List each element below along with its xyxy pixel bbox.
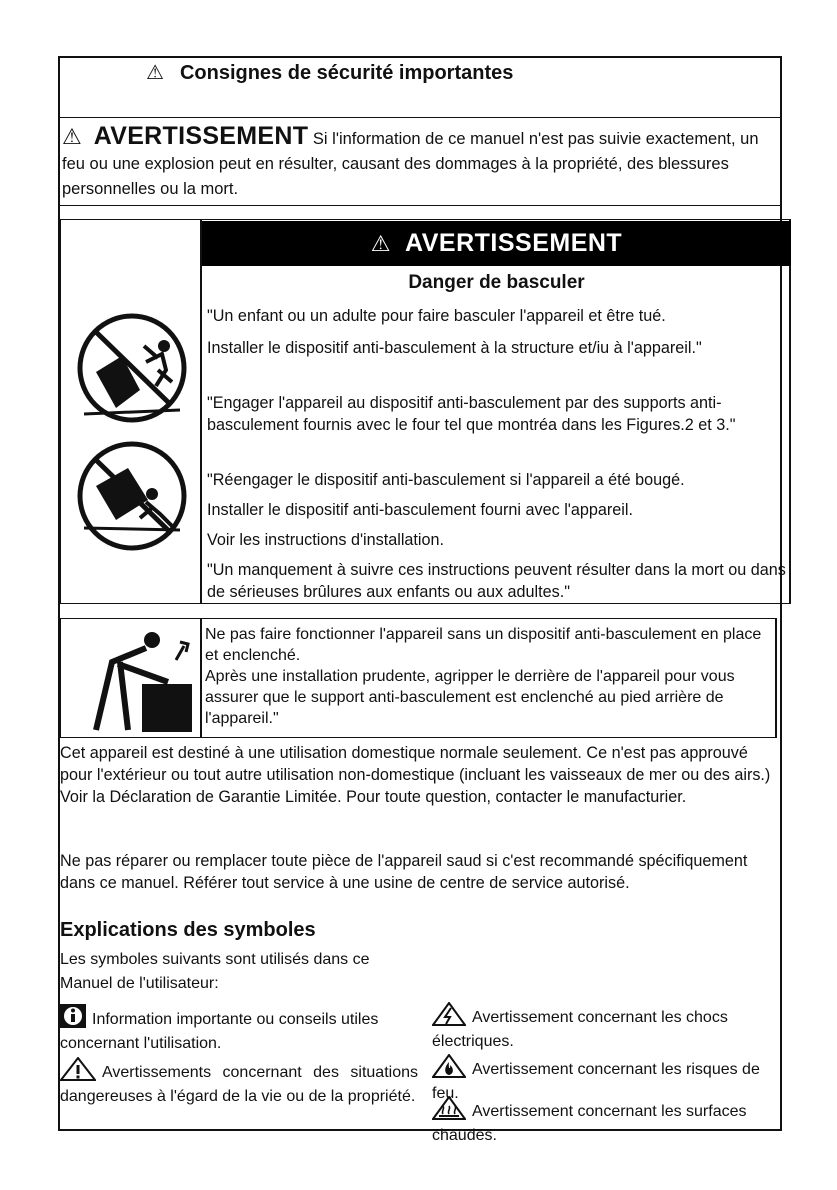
tip-over-subtitle: Danger de basculer [408, 272, 585, 293]
symbol-info-text: Information importante ou conseils utiles concernant l'utilisation. [60, 1011, 379, 1052]
tip-line-5: Installer le dispositif anti-basculement fourni avec l'appareil. [207, 501, 633, 519]
symbols-heading: Explications des symboles [60, 919, 316, 941]
divider-2 [58, 205, 782, 206]
tip-line-4: "Réengager le dispositif anti-basculement si l'appareil a été bougé. [207, 471, 685, 489]
electric-shock-icon [432, 1002, 466, 1026]
warning-bar-label: AVERTISSEMENT [405, 229, 623, 257]
person-checking-appliance-icon [84, 626, 196, 734]
symbol-info-row [60, 1004, 418, 1056]
general-warning [62, 124, 782, 202]
body-paragraph-1: Cet appareil est destiné à une utilisation domestique normale seulement. Ce n'est pas approuvé pour l'extérieur ou tout autre utilisation non-domestique (incluant les vaisseaux de mer ou des airs.) Voir la Déclaration de Garantie Limitée. Pour toute question, contacter le manufacturier. [60, 744, 771, 806]
page-title [146, 60, 513, 85]
tip-line-6: Voir les instructions d'installation. [207, 531, 445, 549]
hot-surface-icon [432, 1096, 466, 1120]
symbol-fire-text: Avertissement concernant les risques de feu. [432, 1061, 760, 1102]
tip-line-3: "Engager l'appareil au dispositif anti-basculement par des supports anti-basculement fournis avec le four tel que montréa dans les Figures.2 et 3." [207, 394, 736, 434]
symbol-shock-row [432, 1002, 784, 1054]
symbol-hot-text: Avertissement concernant les surfaces chaudes. [432, 1103, 747, 1144]
fire-hazard-icon [432, 1054, 466, 1078]
body-paragraph-2: Ne pas réparer ou remplacer toute pièce de l'appareil saud si c'est recommandé spécifiquement dans ce manuel. Référer tout service à une usine de centre de service autorisé. [60, 852, 748, 892]
operation-divider [200, 618, 202, 738]
no-tip-over-icon [74, 310, 190, 426]
divider-1 [58, 117, 782, 118]
tip-line-1: "Un enfant ou un adulte pour faire basculer l'appareil et être tué. [207, 307, 666, 325]
symbol-danger-text: Avertissements concernant des situations dangereuses à l'égard de la vie ou de la propriété. [60, 1064, 418, 1105]
warning-icon: ⚠ [370, 230, 392, 256]
warning-text: Si l'information de ce manuel n'est pas suivie exactement, un feu ou une explosion peut en résulter, causant des dommages à la propriété, des blessures personnelles ou la mort. [62, 130, 759, 198]
operation-text [205, 624, 775, 729]
warning-bar [202, 221, 791, 266]
symbol-shock-text: Avertissement concernant les chocs électriques. [432, 1009, 728, 1050]
warning-icon: ⚠ [146, 62, 164, 84]
frame-top [58, 56, 782, 58]
symbol-hot-row [432, 1096, 784, 1148]
page-title-text: Consignes de sécurité importantes [179, 62, 514, 84]
caution-triangle-icon [60, 1057, 96, 1081]
tip-line-7: "Un manquement à suivre ces instructions peuvent résulter dans la mort ou dans de sérieuses brûlures aux enfants ou aux adultes." [207, 561, 786, 601]
operation-line-1: Ne pas faire fonctionner l'appareil sans un dispositif anti-basculement en place et enclenché. [205, 626, 762, 664]
warning-label: AVERTISSEMENT [93, 122, 309, 150]
info-icon [60, 1004, 86, 1028]
tip-line-2: Installer le dispositif anti-basculement à la structure et/iu à l'appareil." [207, 339, 702, 357]
symbols-intro: Les symboles suivants sont utilisés dans ce Manuel de l'utilisateur: [60, 951, 370, 992]
warning-icon: ⚠ [62, 124, 82, 149]
symbol-danger-row [60, 1057, 418, 1109]
operation-line-2: Après une installation prudente, agripper le derrière de l'appareil pour vous assurer que le support anti-basculement est enclenché au pied arrière de l'appareil." [205, 668, 735, 727]
no-tip-over-icon [74, 438, 190, 554]
